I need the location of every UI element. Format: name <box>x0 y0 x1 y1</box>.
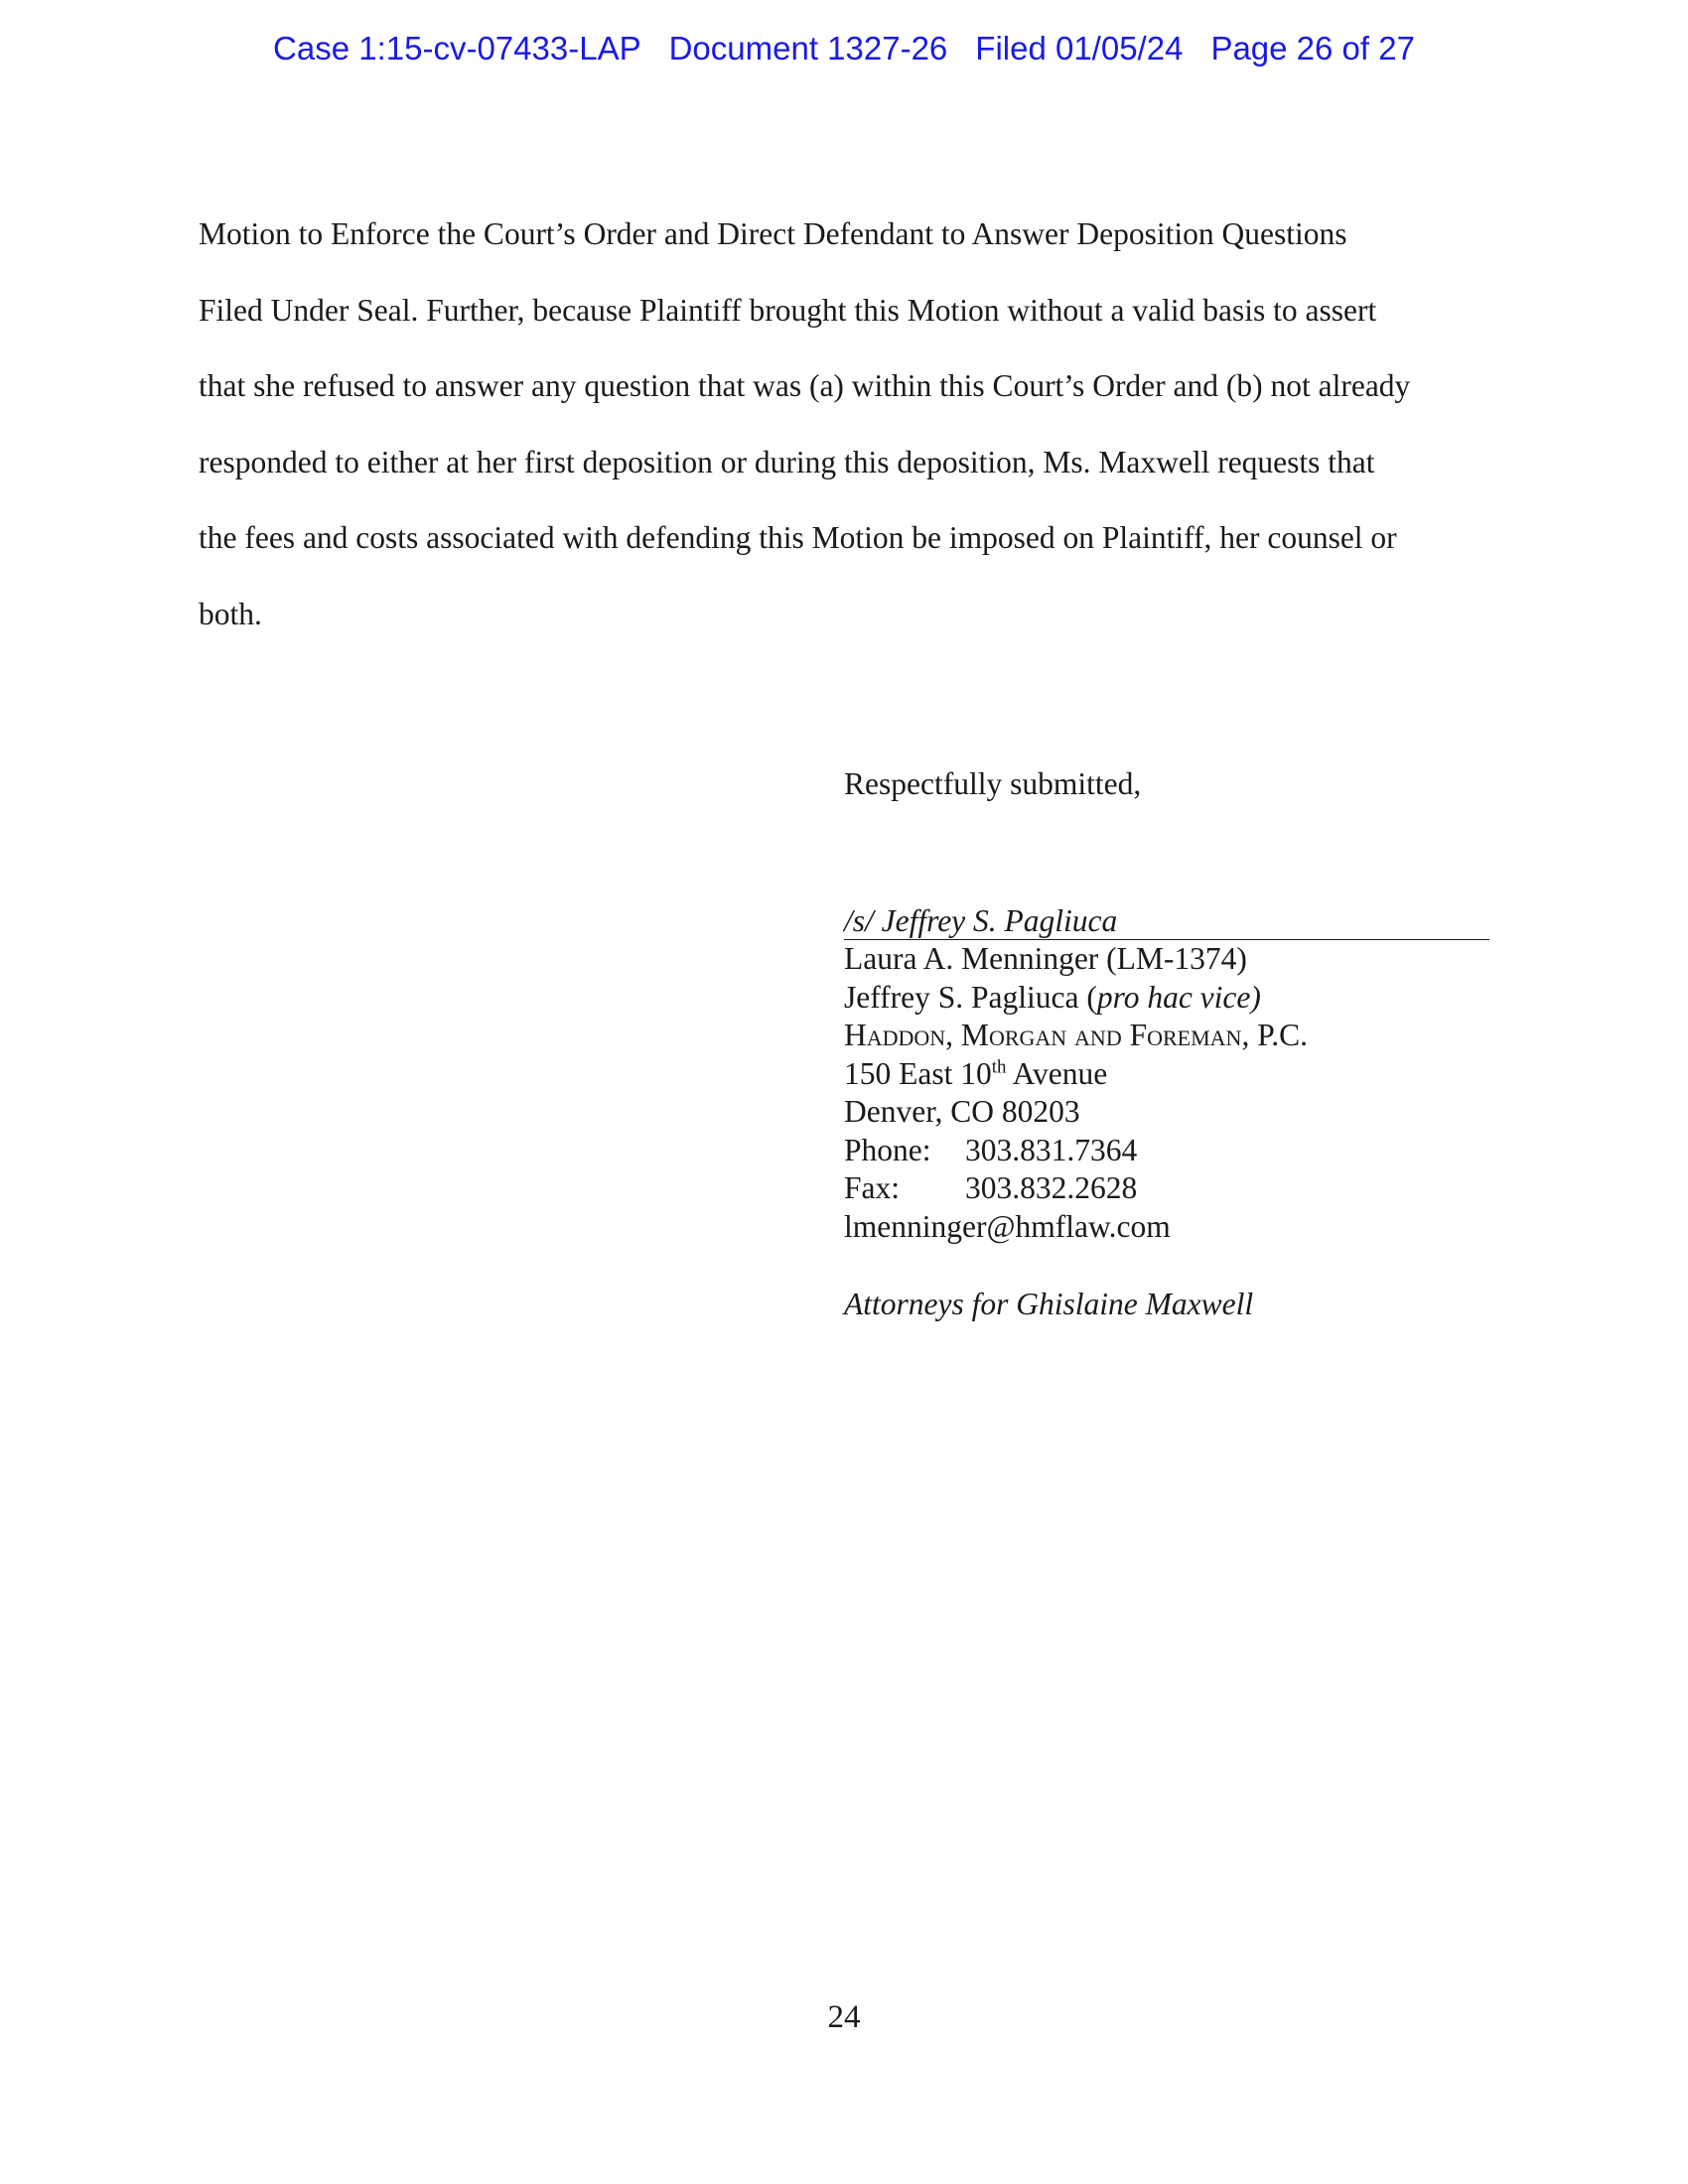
attorney-name-1: Laura A. Menninger (LM-1374) <box>844 941 1247 976</box>
ordinal-suffix: th <box>991 1056 1007 1077</box>
body-line: responded to either at her first deposition or during this deposition, Ms. Maxwell requests that <box>199 444 1375 479</box>
street-address <box>844 1055 1489 1094</box>
case-number: Case 1:15-cv-07433-LAP <box>273 30 641 67</box>
fax-line <box>844 1169 1489 1208</box>
fax-number: 303.832.2628 <box>965 1170 1138 1205</box>
filed-date: Filed 01/05/24 <box>975 30 1184 67</box>
case-header <box>0 30 1688 68</box>
page-indicator: Page 26 of 27 <box>1210 30 1415 67</box>
street-end: Avenue <box>1006 1055 1108 1091</box>
signature-block <box>844 903 1489 1246</box>
body-line: that she refused to answer any question that was (a) within this Court’s Order and (b) not already <box>199 368 1411 403</box>
body-line: both. <box>199 596 262 631</box>
pro-hac-vice: pro hac vice) <box>1096 979 1261 1015</box>
body-paragraph <box>199 197 1489 652</box>
body-line: Filed Under Seal. Further, because Plaintiff brought this Motion without a valid basis to assert <box>199 292 1377 328</box>
attorney-name-2 <box>844 979 1489 1018</box>
attorney-name-2-text: Jeffrey S. Pagliuca ( <box>844 979 1097 1015</box>
phone-number: 303.831.7364 <box>965 1132 1138 1167</box>
body-line: the fees and costs associated with defending this Motion be imposed on Plaintiff, her counsel or <box>199 520 1397 555</box>
body-line: Motion to Enforce the Court’s Order and Direct Defendant to Answer Deposition Questions <box>199 216 1347 251</box>
firm-name: Haddon, Morgan and Foreman, P.C. <box>844 1018 1308 1052</box>
phone-label: Phone: <box>844 1132 931 1167</box>
phone-line <box>844 1132 1489 1170</box>
fax-label: Fax: <box>844 1170 901 1205</box>
signature-line: /s/ Jeffrey S. Pagliuca <box>844 903 1489 940</box>
closing-text: Respectfully submitted, <box>844 766 1142 801</box>
email-address: lmenninger@hmflaw.com <box>844 1208 1171 1244</box>
page-number: 24 <box>827 1999 861 2035</box>
street-number: 150 East 10 <box>844 1055 992 1091</box>
city-state-zip: Denver, CO 80203 <box>844 1094 1080 1129</box>
document-number: Document 1327-26 <box>668 30 948 67</box>
attorneys-for: Attorneys for Ghislaine Maxwell <box>844 1287 1254 1321</box>
